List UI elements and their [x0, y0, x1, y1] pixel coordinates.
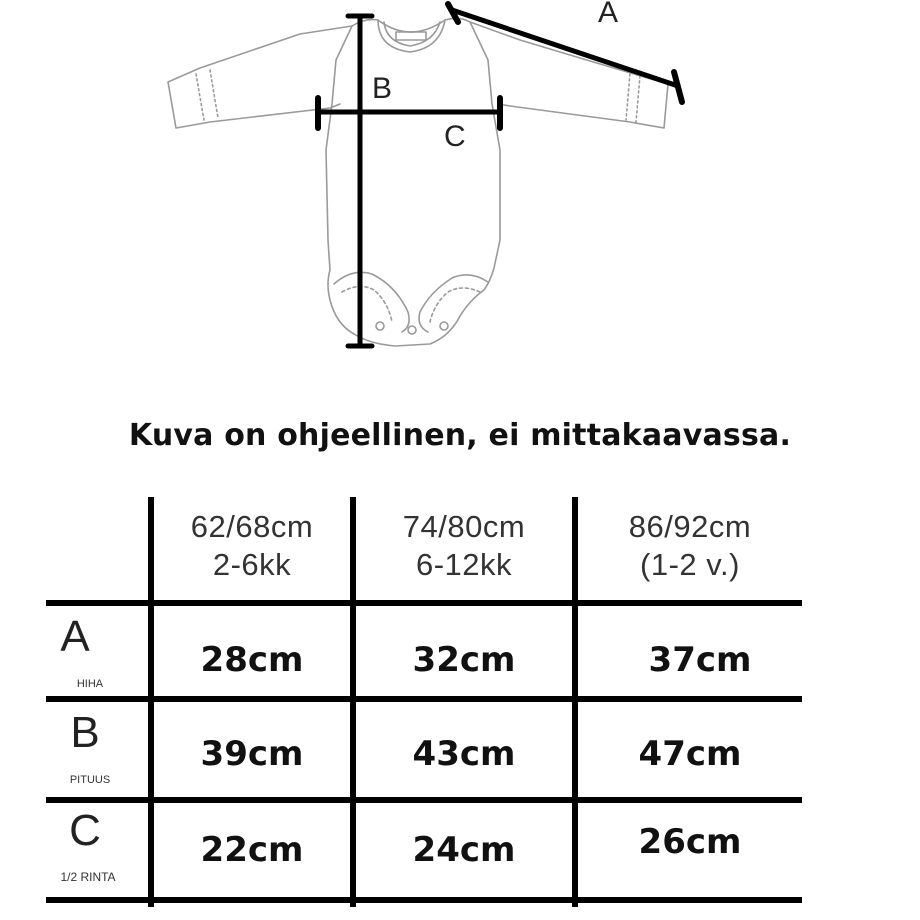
table-cell: 32cm — [412, 640, 516, 680]
size-header — [154, 508, 350, 584]
row-description: HIHA — [76, 678, 104, 690]
bodysuit-diagram — [0, 0, 920, 380]
table-cell: 43cm — [412, 734, 516, 774]
row-letter: B — [70, 708, 100, 757]
table-cell: 26cm — [638, 822, 742, 862]
table-cell: 24cm — [412, 830, 516, 870]
age-label: (1-2 v.) — [640, 547, 740, 582]
row-description: 1/2 RINTA — [60, 870, 116, 884]
size-label: 74/80cm — [402, 509, 526, 544]
measure-label-a: A — [598, 0, 619, 29]
age-label: 6-12kk — [415, 547, 513, 582]
size-label: 62/68cm — [190, 509, 314, 544]
table-cell: 47cm — [638, 734, 742, 774]
table-cell: 39cm — [200, 734, 304, 774]
row-letter: A — [60, 612, 90, 661]
table-cell: 22cm — [200, 830, 304, 870]
row-description: PITUUS — [69, 774, 111, 786]
age-label: 2-6kk — [212, 547, 292, 582]
measure-label-c: C — [444, 120, 466, 153]
size-header — [578, 508, 802, 584]
size-header — [356, 508, 572, 584]
table-hline — [46, 696, 802, 702]
row-letter: C — [69, 806, 101, 855]
measure-label-b: B — [372, 72, 393, 105]
table-hline — [46, 797, 802, 803]
size-label: 86/92cm — [628, 509, 752, 544]
table-hline — [46, 600, 802, 606]
table-cell: 37cm — [648, 640, 752, 680]
table-hline — [46, 897, 802, 903]
scale-notice: Kuva on ohjeellinen, ei mittakaavassa. — [128, 418, 792, 453]
table-cell: 28cm — [200, 640, 304, 680]
